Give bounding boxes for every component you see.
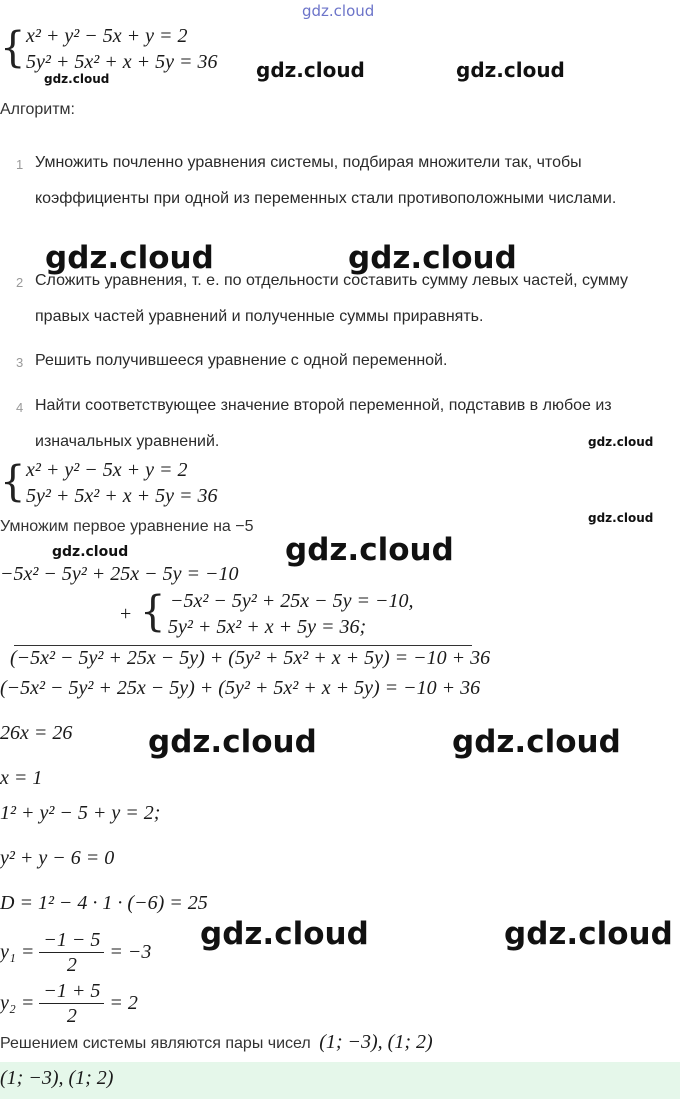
- root-label: y₁ =: [0, 941, 35, 963]
- algorithm-title: Алгоритм:: [0, 101, 75, 118]
- watermark: gdz.cloud: [504, 916, 673, 952]
- fraction-numerator: −1 + 5: [39, 979, 104, 1004]
- conclusion-pairs: (1; −3), (1; 2): [319, 1031, 433, 1053]
- plus-sign: +: [120, 603, 132, 625]
- step-number: 1: [16, 157, 24, 172]
- fraction: [39, 928, 104, 977]
- root-value: = −3: [109, 941, 152, 963]
- fraction-denominator: 2: [66, 1005, 77, 1027]
- root-y1: [0, 928, 151, 977]
- system-brace: {: [140, 587, 166, 637]
- watermark: gdz.cloud: [588, 511, 654, 525]
- root-label: y₂ =: [0, 992, 35, 1014]
- sum-line: [14, 645, 472, 646]
- multiply-instruction: Умножим первое уравнение на −5: [0, 518, 254, 535]
- watermark: gdz.cloud: [52, 544, 129, 560]
- step-text: Решить получившееся уравнение с одной переменной.: [35, 352, 448, 369]
- watermark: gdz.cloud: [456, 58, 565, 82]
- watermark: gdz.cloud: [44, 72, 110, 86]
- watermark: gdz.cloud: [200, 916, 369, 952]
- equation-quadratic: y² + y − 6 = 0: [0, 847, 115, 869]
- answer-box: [0, 1062, 680, 1099]
- equation-multiplied: −5x² − 5y² + 25x − 5y = −10: [0, 563, 239, 585]
- fraction-denominator: 2: [66, 954, 77, 976]
- equation-substituted: 1² + y² − 5 + y = 2;: [0, 802, 161, 824]
- watermark: gdz.cloud: [285, 532, 454, 568]
- sum-equation: (−5x² − 5y² + 25x − 5y) + (5y² + 5x² + x + 5y) = −10 + 36: [0, 677, 481, 699]
- conclusion-text: Решением системы являются пары чисел: [0, 1035, 311, 1052]
- watermark: gdz.cloud: [256, 58, 365, 82]
- system-brace: {: [0, 23, 26, 73]
- conclusion: [0, 1031, 433, 1054]
- step-number: 4: [16, 400, 24, 415]
- watermark: gdz.cloud: [452, 724, 621, 760]
- system-equation-2: 5y² + 5x² + x + 5y = 36;: [168, 616, 367, 638]
- equation-discriminant: D = 1² − 4 · 1 · (−6) = 25: [0, 892, 208, 914]
- root-y2: [0, 979, 138, 1028]
- system-equation-1: x² + y² − 5x + y = 2: [26, 25, 188, 47]
- sum-equation: (−5x² − 5y² + 25x − 5y) + (5y² + 5x² + x + 5y) = −10 + 36: [10, 647, 491, 669]
- system-equation-2: 5y² + 5x² + x + 5y = 36: [26, 51, 218, 73]
- watermark: gdz.cloud: [588, 435, 654, 449]
- answer-value: (1; −3), (1; 2): [0, 1067, 114, 1089]
- fraction-numerator: −1 − 5: [39, 928, 104, 953]
- step-text: Умножить почленно уравнения системы, подбирая множители так, чтобы коэффициенты при одной из переменных стали противоположными числами.: [35, 154, 617, 207]
- watermark: gdz.cloud: [302, 2, 375, 20]
- system-equation-1: x² + y² − 5x + y = 2: [26, 459, 188, 481]
- watermark: gdz.cloud: [348, 240, 517, 276]
- step-text: Сложить уравнения, т. е. по отдельности составить сумму левых частей, сумму правых частей уравнений и полученные суммы приравнять.: [35, 272, 629, 325]
- equation-x: x = 1: [0, 767, 43, 789]
- system-brace: {: [0, 457, 26, 507]
- system-equation-2: 5y² + 5x² + x + 5y = 36: [26, 485, 218, 507]
- watermark: gdz.cloud: [45, 240, 214, 276]
- step-text: Найти соответствующее значение второй переменной, подставив в любое из изначальных уравнений.: [35, 397, 612, 450]
- step-number: 3: [16, 355, 24, 370]
- watermark: gdz.cloud: [148, 724, 317, 760]
- root-value: = 2: [109, 992, 138, 1014]
- fraction: [39, 979, 104, 1028]
- step-number: 2: [16, 275, 24, 290]
- equation-26x: 26x = 26: [0, 722, 73, 744]
- system-equation-1: −5x² − 5y² + 25x − 5y = −10,: [170, 590, 414, 612]
